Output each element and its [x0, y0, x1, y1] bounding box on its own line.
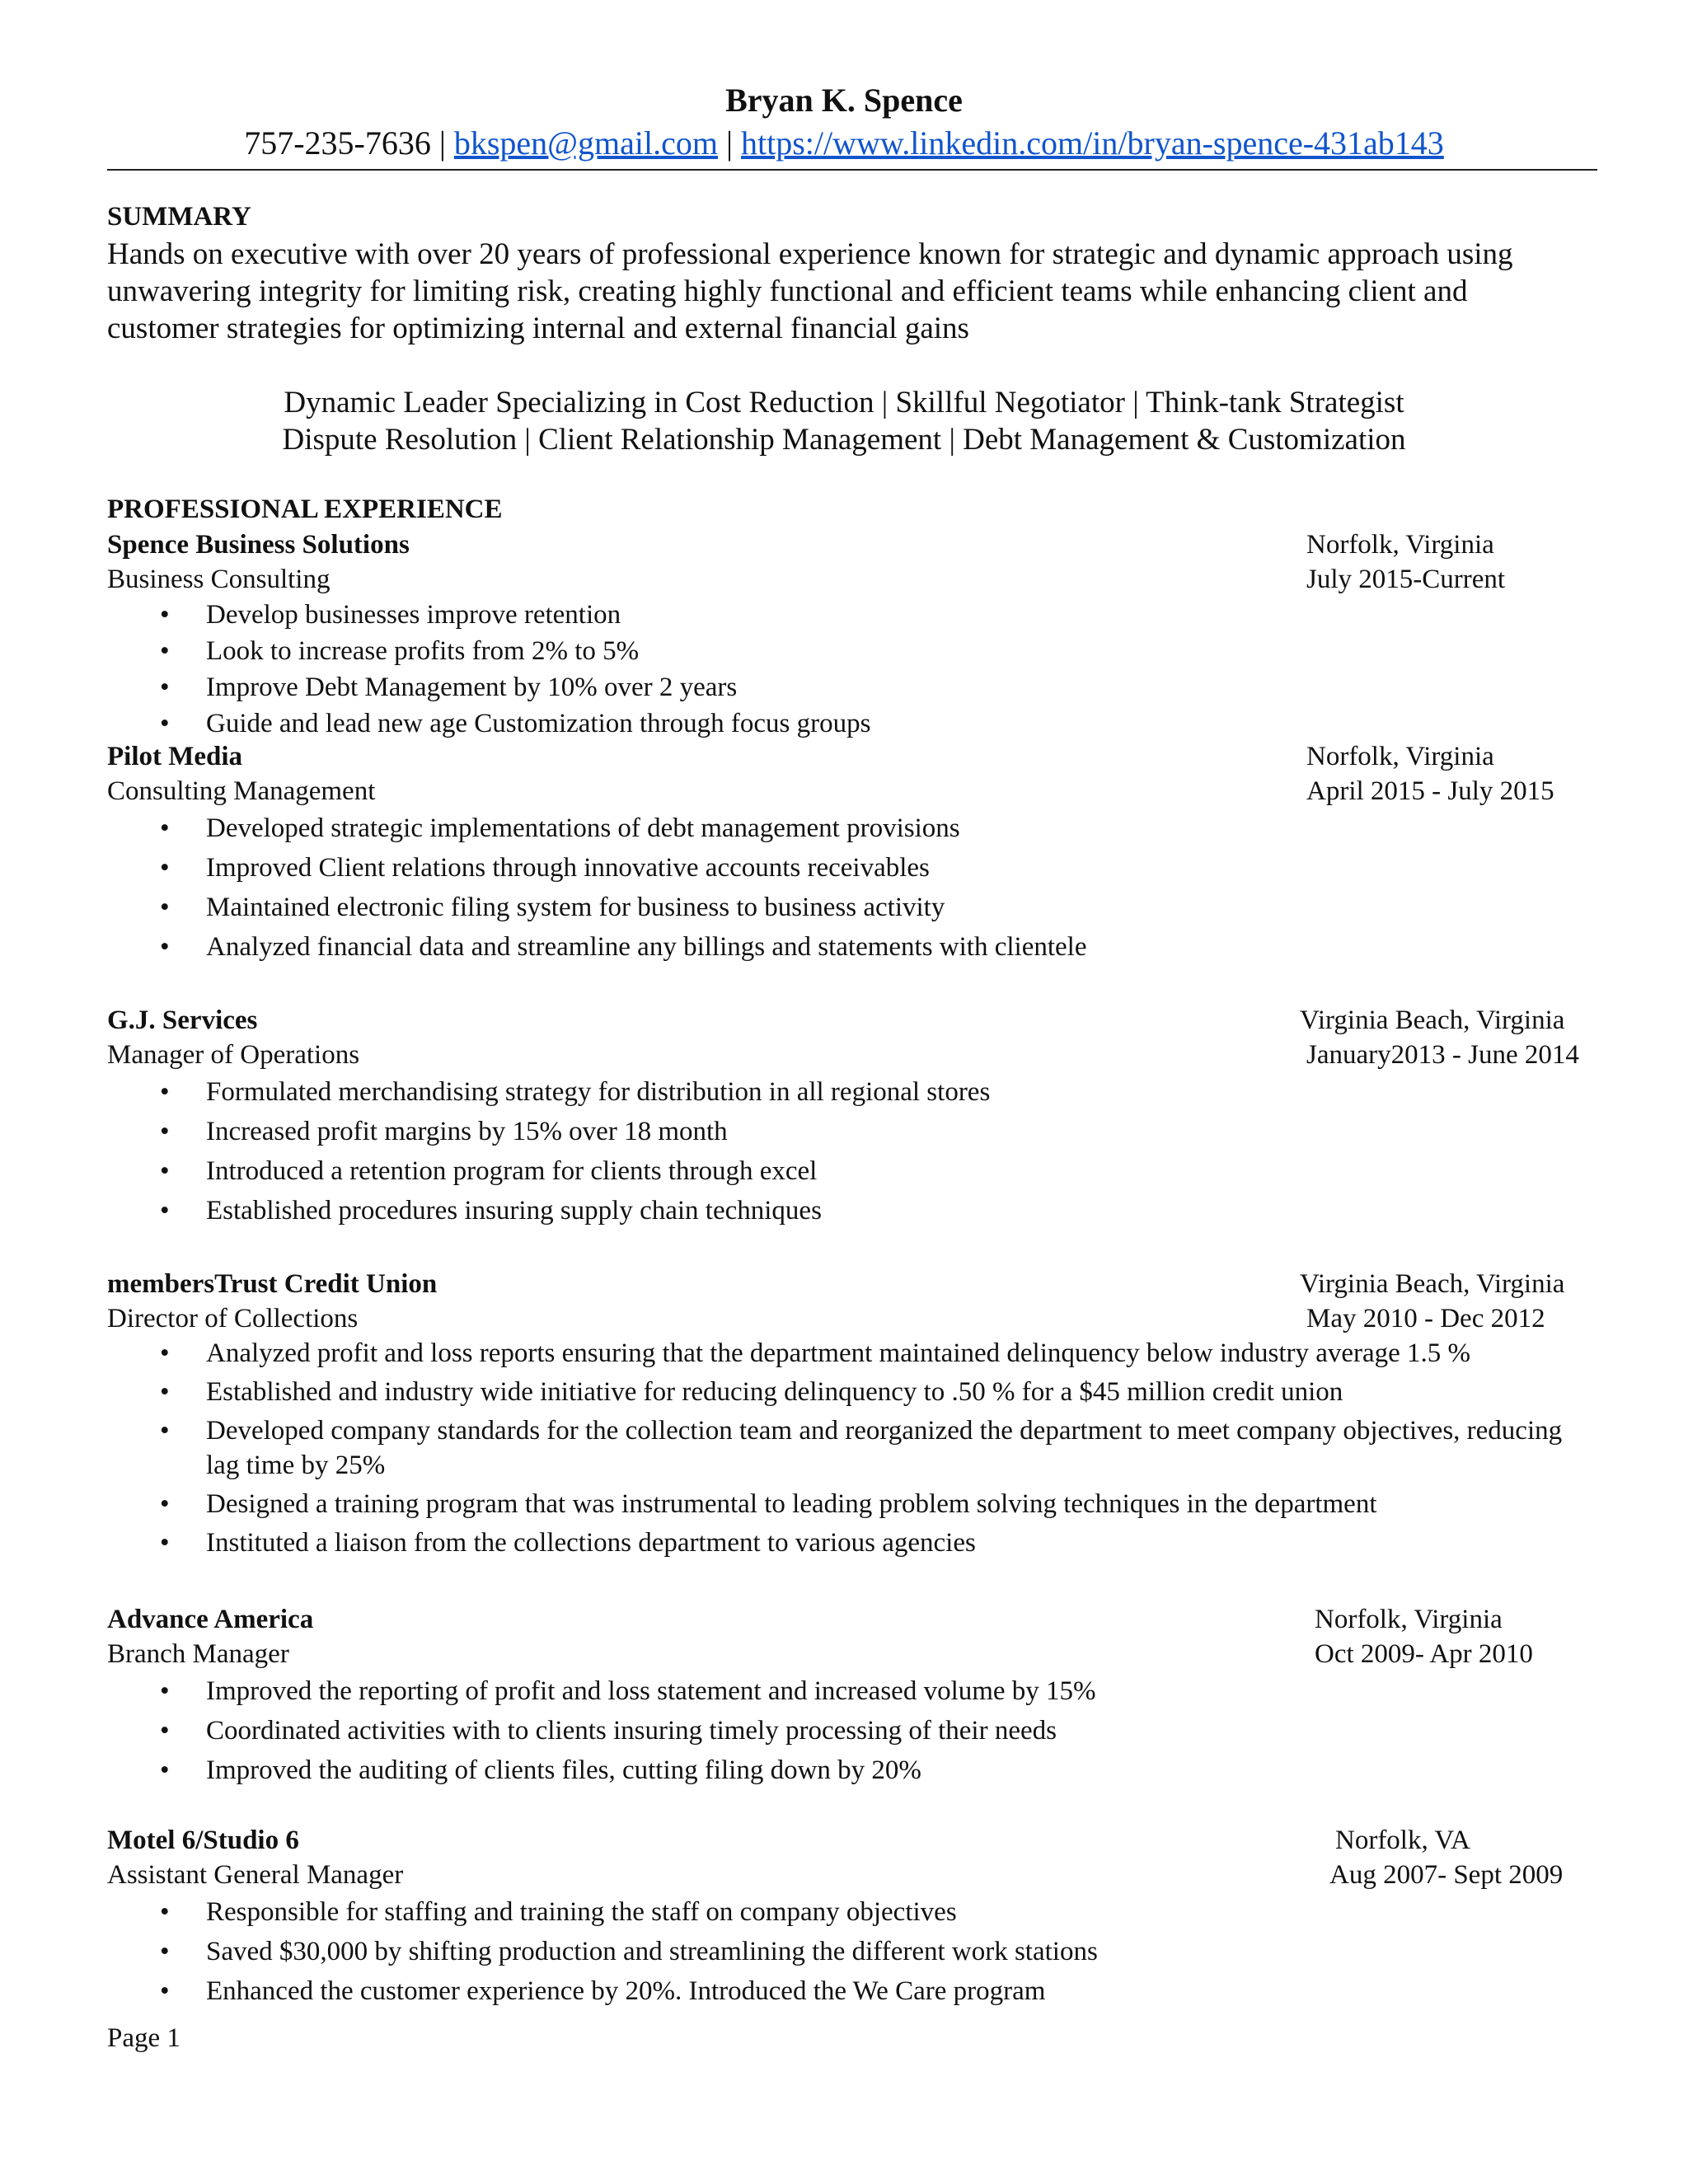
- job-entry: [107, 1823, 1591, 2011]
- job-location: Norfolk, Virginia: [1306, 742, 1494, 771]
- job-entry: [107, 1003, 1591, 1230]
- company-name: Pilot Media: [107, 742, 243, 771]
- job-dates: July 2015-Current: [1306, 565, 1506, 594]
- job-location: Virginia Beach, Virginia: [1300, 1005, 1565, 1035]
- company-name: Motel 6/Studio 6: [107, 1825, 299, 1855]
- bullet-item: • Look to increase profits from 2% to 5%: [160, 636, 640, 666]
- contact-separator: |: [717, 124, 741, 162]
- bullet-item: • Improved Client relations through innovative accounts receivables: [160, 853, 930, 883]
- job-dates: May 2010 - Dec 2012: [1306, 1304, 1545, 1333]
- company-name: Advance America: [107, 1605, 314, 1634]
- summary-heading: SUMMARY: [107, 202, 251, 232]
- job-title: Consulting Management: [107, 776, 376, 806]
- bullet-item: • Guide and lead new age Customization through focus groups: [160, 709, 871, 738]
- job-entry: [107, 739, 1591, 967]
- job-bullets: [107, 1336, 1591, 1560]
- company-name: G.J. Services: [107, 1005, 258, 1035]
- job-title: Assistant General Manager: [107, 1860, 404, 1890]
- job-bullets: [107, 1072, 1591, 1230]
- bullet-item: • Responsible for staffing and training the staff on company objectives: [160, 1897, 957, 1927]
- bullet-item: • Maintained electronic filing system for business to business activity: [160, 893, 945, 922]
- summary-text: Hands on executive with over 20 years of professional experience known for strategic and dynamic approach using unwavering integrity for limiting risk, creating highly functional and efficient teams while enhancing client and customer strategies for optimizing internal and external financial gains: [107, 237, 1513, 345]
- phone-number: 757-235-7636: [244, 124, 431, 162]
- bullet-item: • Analyzed profit and loss reports ensuring that the department maintained delinquency below industry average 1.5 %: [160, 1338, 1471, 1368]
- job-bullets: [107, 1892, 1591, 2011]
- contact-line: [0, 122, 1688, 165]
- header-divider: [107, 169, 1597, 171]
- bullet-item: • Introduced a retention program for clients through excel: [160, 1156, 818, 1186]
- bullet-item: • Established procedures insuring supply chain techniques: [160, 1196, 822, 1226]
- bullet-item: • Saved $30,000 by shifting production and streamlining the different work stations: [160, 1937, 1098, 1966]
- job-location: Virginia Beach, Virginia: [1300, 1269, 1565, 1299]
- bullet-item: • Designed a training program that was instrumental to leading problem solving techniques in the department: [160, 1489, 1377, 1519]
- job-entry: [107, 1602, 1591, 1790]
- skills-line: Dispute Resolution | Client Relationship Management | Debt Management & Customization: [282, 423, 1406, 457]
- bullet-item: • Improved the auditing of clients files, cutting filing down by 20%: [160, 1755, 921, 1785]
- job-bullets: [107, 808, 1591, 967]
- job-location: Norfolk, Virginia: [1306, 530, 1494, 560]
- email-link[interactable]: bkspen@gmail.com: [453, 124, 718, 162]
- experience-heading: PROFESSIONAL EXPERIENCE: [107, 494, 503, 524]
- bullet-item: • Developed strategic implementations of debt management provisions: [160, 813, 960, 843]
- job-title: Director of Collections: [107, 1304, 359, 1333]
- bullet-item: • Established and industry wide initiative for reducing delinquency to .50 % for a $45 million credit union: [160, 1377, 1343, 1407]
- bullet-item: • Improved the reporting of profit and loss statement and increased volume by 15%: [160, 1676, 1096, 1706]
- bullet-item: • Coordinated activities with to clients insuring timely processing of their needs: [160, 1716, 1057, 1746]
- bullet-item: • Analyzed financial data and streamline any billings and statements with clientele: [160, 932, 1087, 962]
- bullet-item: • Develop businesses improve retention: [160, 600, 621, 630]
- job-bullets: [107, 1671, 1591, 1790]
- bullet-item: • Enhanced the customer experience by 20%. Introduced the We Care program: [160, 1976, 1046, 2006]
- job-location: Norfolk, Virginia: [1315, 1605, 1503, 1634]
- job-bullets: [107, 597, 1591, 742]
- job-entry: [107, 527, 1591, 742]
- bullet-item: • Increased profit margins by 15% over 18 month: [160, 1117, 728, 1146]
- job-title: Branch Manager: [107, 1639, 289, 1669]
- bullet-item: • Instituted a liaison from the collections department to various agencies: [160, 1528, 976, 1558]
- bullet-item: • Improve Debt Management by 10% over 2 years: [160, 673, 738, 702]
- candidate-name: Bryan K. Spence: [725, 82, 963, 119]
- job-title: Business Consulting: [107, 565, 331, 594]
- bullet-item: • Formulated merchandising strategy for distribution in all regional stores: [160, 1077, 991, 1107]
- skills-block: [0, 384, 1688, 458]
- contact-separator: |: [430, 124, 454, 162]
- skills-line: Dynamic Leader Specializing in Cost Reduction | Skillful Negotiator | Think-tank Strategist: [284, 386, 1404, 419]
- page-number: Page 1: [107, 2023, 181, 2053]
- job-location: Norfolk, VA: [1335, 1825, 1470, 1855]
- company-name: membersTrust Credit Union: [107, 1269, 438, 1299]
- job-dates: April 2015 - July 2015: [1306, 776, 1554, 806]
- job-dates: Aug 2007- Sept 2009: [1329, 1860, 1564, 1890]
- company-name: Spence Business Solutions: [107, 530, 410, 560]
- job-dates: January2013 - June 2014: [1306, 1040, 1579, 1070]
- job-dates: Oct 2009- Apr 2010: [1315, 1639, 1533, 1669]
- bullet-item: • Developed company standards for the collection team and reorganized the department to meet company objectives, reducing lag time by 25%: [160, 1416, 1563, 1480]
- linkedin-link[interactable]: https://www.linkedin.com/in/bryan-spence-431ab143: [741, 124, 1444, 162]
- job-entry: [107, 1267, 1591, 1564]
- job-title: Manager of Operations: [107, 1040, 360, 1070]
